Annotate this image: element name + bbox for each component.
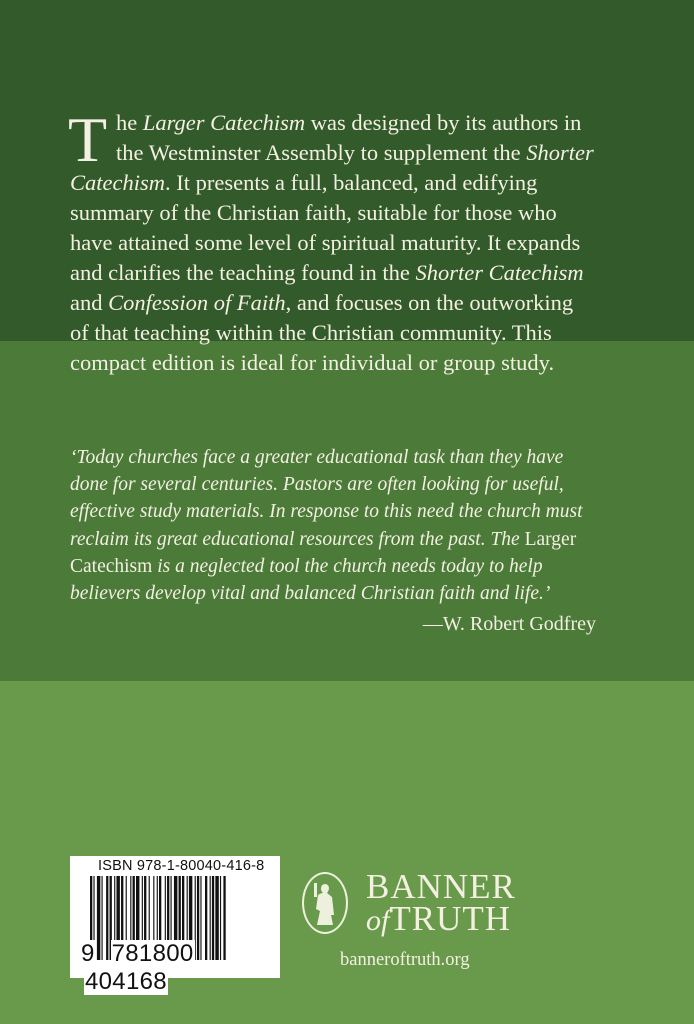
publisher-url[interactable]: banneroftruth.org: [340, 950, 470, 970]
publisher-name-of: of: [366, 904, 390, 937]
description-text-segment: the Westminster Assembly to supplement the: [116, 140, 527, 165]
description-text-segment: and: [70, 290, 109, 315]
description-text-segment: , and focuses on the outworking: [285, 290, 574, 315]
quote-line: [70, 553, 582, 580]
description-line: [70, 348, 594, 378]
quote-attribution: —W. Robert Godfrey: [422, 613, 596, 635]
description-line: [70, 228, 594, 258]
quote-text-segment: reclaim its great educational resources from the past. The: [70, 528, 525, 550]
quote-text-segment: is a neglected tool the church needs today to help: [152, 555, 543, 577]
quote-line: [70, 471, 582, 498]
description-text-segment: Larger Catechism: [142, 110, 306, 135]
barcode-digit-lead: 9: [81, 940, 95, 967]
description-text-segment: and clarifies the teaching found in the: [70, 260, 416, 285]
description-line: [70, 198, 594, 228]
quote-text-segment: done for several centuries. Pastors are often looking for useful,: [70, 474, 564, 496]
publisher-name-truth-word: TRUTH: [389, 899, 511, 938]
barcode-digits: [80, 940, 280, 996]
description-line: [116, 108, 594, 138]
publisher-name-truth: [366, 899, 511, 938]
endorsement-quote: [70, 444, 582, 607]
description-text-segment: compact edition is ideal for individual or group study.: [70, 350, 555, 375]
quote-text-segment: ‘Today churches face a greater educational task than they have: [70, 447, 564, 468]
barcode-digits-group1: 781800: [111, 940, 194, 967]
description-text-segment: . It presents a full, balanced, and edifying: [165, 170, 538, 195]
isbn-label: ISBN 978-1-80040-416-8: [98, 858, 265, 874]
description-line: [70, 258, 594, 288]
quote-line: [70, 526, 582, 553]
quote-text-segment: effective study materials. In response to this need the church must: [70, 501, 583, 523]
description-line: [70, 318, 594, 348]
description-text-segment: Catechism: [70, 170, 165, 195]
description-text-segment: Confession of Faith: [108, 290, 286, 315]
description-text-segment: Shorter Catechism: [415, 260, 584, 285]
preacher-oval-icon: [302, 872, 348, 934]
drop-cap: T: [68, 104, 108, 175]
quote-line: [70, 580, 582, 607]
barcode-digits-group2: 404168: [85, 968, 167, 995]
quote-text-segment: Larger: [524, 528, 577, 550]
quote-line: [70, 444, 582, 471]
description-text-segment: Shorter: [526, 140, 594, 165]
isbn-barcode: [70, 856, 280, 995]
description-text-segment: summary of the Christian faith, suitable for those who: [70, 200, 557, 225]
description-text-segment: he: [116, 110, 143, 135]
description-text-segment: was designed by its authors in: [305, 110, 582, 135]
publisher-name-banner: BANNER: [366, 867, 516, 906]
description-text-segment: of that teaching within the Christian community. This: [70, 320, 552, 345]
description-line: [70, 288, 594, 318]
quote-text-segment: Catechism: [70, 555, 153, 577]
description-text: [68, 104, 594, 378]
description-line: [116, 138, 594, 168]
quote-line: [70, 498, 582, 525]
quote-text-segment: believers develop vital and balanced Christian faith and life.’: [70, 582, 551, 604]
description-text-segment: have attained some level of spiritual maturity. It expands: [70, 230, 581, 255]
description-line: [70, 168, 594, 198]
